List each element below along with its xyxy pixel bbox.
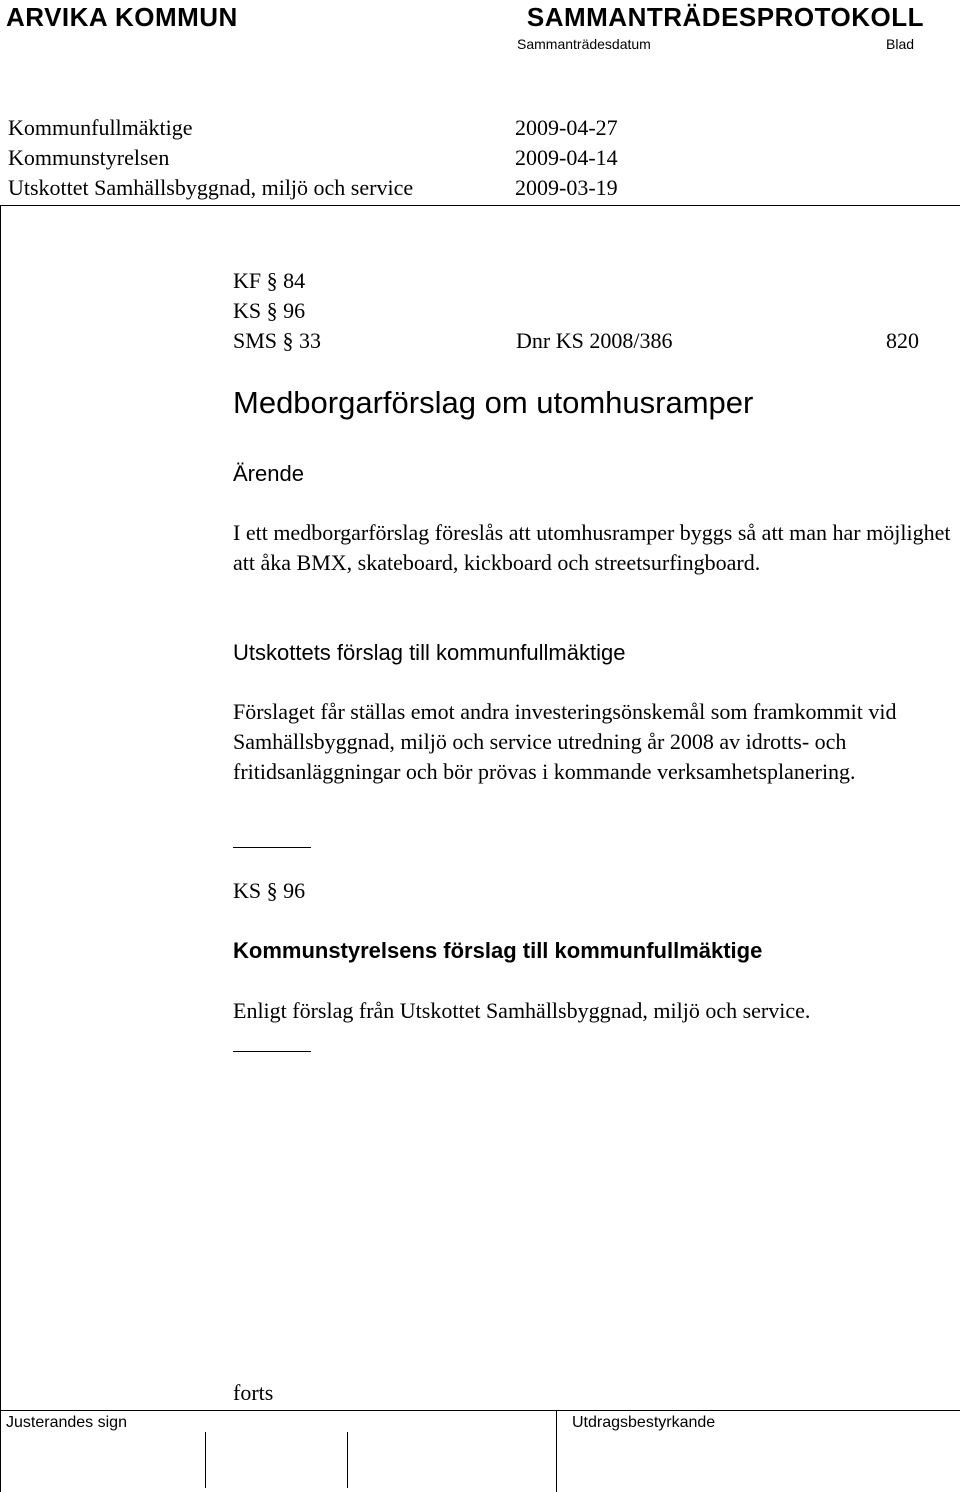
case-title: Medborgarförslag om utomhusramper	[233, 385, 754, 420]
adjuster-signature-label: Justerandes sign	[6, 1414, 127, 1431]
committee-proposal-heading: Utskottets förslag till kommunfullmäktige	[233, 640, 626, 665]
kf-paragraph-ref: KF § 84	[233, 268, 306, 293]
page-label: Blad	[886, 36, 915, 52]
section-separator	[233, 1051, 311, 1052]
signature-box-divider	[205, 1432, 206, 1488]
meeting-body: Kommunfullmäktige	[8, 115, 193, 140]
meeting-body: Kommunstyrelsen	[8, 145, 170, 170]
ks-section-ref: KS § 96	[233, 878, 306, 903]
signature-box-divider	[347, 1432, 348, 1488]
continued-label: forts	[233, 1380, 274, 1405]
ks-paragraph-ref: KS § 96	[233, 298, 306, 323]
matter-text: I ett medborgarförslag föreslås att utomhusramper byggs så att man har möjlighet att åka BMX, skateboard, kickboard och streetsurfingboard.	[233, 520, 951, 575]
footer-divider	[0, 1410, 960, 1411]
sms-paragraph-ref: SMS § 33	[233, 328, 322, 353]
meeting-date: 2009-03-19	[515, 175, 618, 200]
section-separator	[233, 847, 311, 848]
left-margin-rule	[0, 205, 1, 1492]
archive-code: 820	[886, 328, 919, 353]
meeting-date: 2009-04-27	[515, 115, 618, 140]
committee-proposal-text: Förslaget får ställas emot andra investeringsönskemål som framkommit vid Samhällsbyggnad, miljö och service utredning år 2008 av idrotts- och fritidsanläggningar och bör prövas i kommande verksamhetsplanering.	[233, 699, 897, 784]
matter-heading: Ärende	[233, 461, 304, 486]
header-divider	[0, 205, 960, 206]
board-proposal-heading: Kommunstyrelsens förslag till kommunfullmäktige	[233, 938, 763, 963]
document-type-title: SAMMANTRÄDESPROTOKOLL	[526, 2, 924, 32]
signature-box-divider	[556, 1410, 557, 1492]
meeting-body: Utskottet Samhällsbyggnad, miljö och service	[8, 175, 414, 200]
extract-certification-label: Utdragsbestyrkande	[572, 1414, 716, 1431]
board-proposal-text: Enligt förslag från Utskottet Samhällsbyggnad, miljö och service.	[233, 998, 811, 1023]
meeting-date: 2009-04-14	[515, 145, 618, 170]
meeting-date-label: Sammanträdesdatum	[517, 36, 651, 52]
diary-number: Dnr KS 2008/386	[516, 328, 673, 353]
organization-name: ARVIKA KOMMUN	[6, 2, 238, 32]
